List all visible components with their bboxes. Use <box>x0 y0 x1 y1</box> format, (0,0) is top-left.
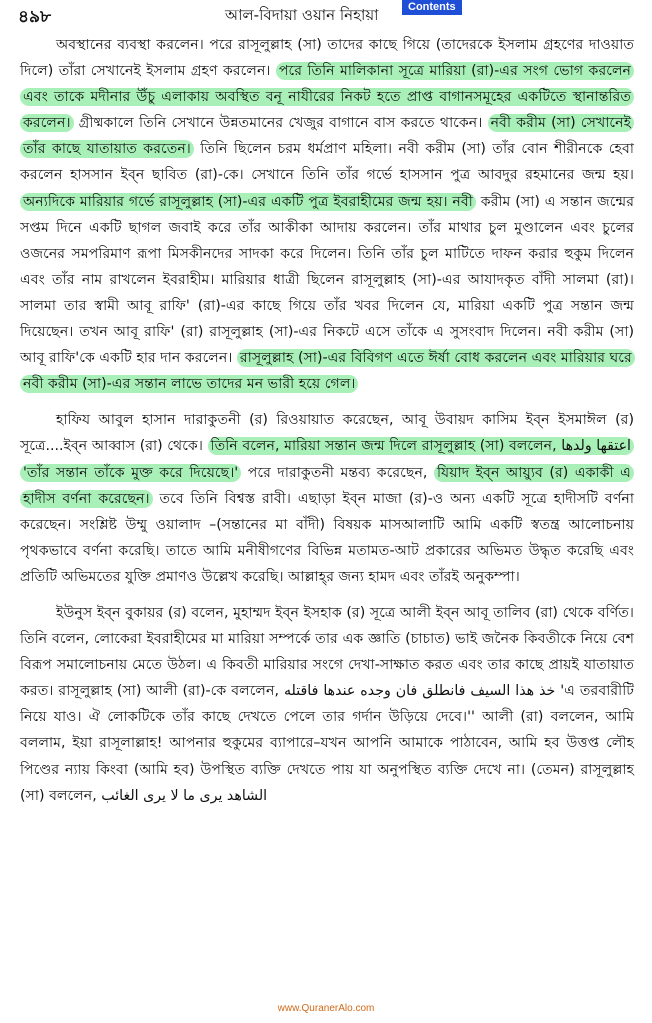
page-body <box>20 32 634 809</box>
text-segment: হাফিয আবুল হাসান দারাকুতনী (র) রিওয়ায়াত করেছেন, আবূ উবায়দ কাসিম ইব্‌ন ইসমাঈল (র) সূত্রে....ইব্‌ন আব্বাস (রা) থেকে। <box>20 412 634 455</box>
highlighted-text: অন্যদিকে মারিয়ার গর্ভে রাসূলুল্লাহ (সা)-এর একটি পুত্র ইবরাহীমের জন্ম হয়। নবী <box>20 193 476 211</box>
text-segment: গ্রীষ্মকালে তিনি সেখানে উন্নতমানের খেজুর বাগানে বাস করতে থাকেন। <box>73 115 488 132</box>
paragraph-1 <box>20 32 634 397</box>
highlighted-text: পরে তিনি মালিকানা সূত্রে মারিয়া (রা)-এর সংগ ভোগ করলেন এবং তাকে মদীনার উঁচু এলাকায় অবস্থিত বনূ নাযীরের নিকট হতে প্রাপ্ত বাগানসমূহের একটিতে স্থানান্তরিত করলেন। <box>20 62 634 132</box>
paragraph-3 <box>20 600 634 809</box>
highlighted-text: তিনি বলেন, মারিয়া সন্তান জন্ম দিলে রাসূলুল্লাহ (সা) বললেন, اعتقها ولدها 'তাঁর সন্তান তাঁকে মুক্ত করে দিয়েছে।' <box>20 437 634 481</box>
page-number: ৪৯৮ <box>18 7 52 27</box>
highlighted-text: রাসূলুল্লাহ (সা)-এর বিবিগণ এতে ঈর্ষা বোধ করলেন এবং মারিয়ার ঘরে নবী করীম (সা)-এর সন্তান লাভে তাদের মন ভারী হয়ে গেল। <box>20 349 635 393</box>
text-segment: তিনি ছিলেন চরম ধর্মপ্রাণ মহিলা। নবী করীম (সা) তাঁর বোন শীরীনকে হেবা করলেন হাসসান ইব্‌ন ছাবিত (রা)-কে। সেখানে তিনি তাঁর গর্ভে হাসসান পুত্র আবদুর রহমানের জন্ম হয়। <box>20 141 634 184</box>
text-segment: ইউনুস ইব্‌ন বুকায়র (র) বলেন, মুহাম্মদ ইব্‌ন ইসহাক (র) সূত্রে আলী ইব্‌ন আবূ তালিব (রা) থেকে বর্ণিত। তিনি বলেন, লোকেরা ইবরাহীমের মা মারিয়া সম্পর্কে তার এক জ্ঞাতি (চাচাত) ভাই জনৈক কিবতীকে নিয়ে বেশ বিরূপ সমালোচনায় মেতে উঠল। এ কিবতী মারিয়ার সংগে দেখা-সাক্ষাত করত এবং তার কাছে প্রায়ই যাতায়াত করত। রাসূলুল্লাহ (সা) আলী (রা)-কে বললেন, خذ هذا السيف فانطلق فان وجده عندها فاقتله 'এ তরবারীটি নিয়ে যাও। ঐ লোকটিকে তাঁর কাছে দেখতে পেলে তার গর্দান উড়িয়ে দেবে।'' আলী (রা) বললেন, আমি বললাম, ইয়া রাসূলাল্লাহ! আপনার হুকুমের ব্যাপারে–যখন আপনি আমাকে পাঠাবেন, আমি হব উত্তপ্ত লৌহ পিণ্ডের ন্যায় কিংবা (আমি হব) উপস্থিত ব্যক্তি দেখতে পায় যা অনুপস্থিত ব্যক্তি দেখে না। (তেমন) রাসূলুল্লাহ (সা) বললেন, الشاهد يرى ما لا يرى الغائب <box>20 604 635 804</box>
footer-website: www.QuranerAlo.com <box>277 1003 375 1014</box>
text-segment: তবে তিনি বিশ্বস্ত রাবী। এছাড়া ইব্‌ন মাজা (র)-ও অন্য একটি সূত্রে হাদীসটি বর্ণনা করেছেন। সংশ্লিষ্ট উম্মু ওয়ালাদ –(সন্তানের মা বাঁদী) বিষয়ক মাসআলাটি আমি একটি স্বতন্ত্র আলোচনায় পৃথকভাবে বর্ণনা করেছি। তাতে আমি মনীষীগণের বিভিন্ন মতামত-আট প্রকারের অভিমত উদ্ধৃত করেছি এবং প্রতিটি অভিমতের যুক্তি প্রমাণও উল্লেখ করেছি। আল্লাহ্‌র জন্য হামদ এবং তাঁরই অনুকম্পা। <box>20 490 634 585</box>
text-segment: করীম (সা) এ সন্তান জন্মের সপ্তম দিনে একটি ছাগল জবাই করে তাঁর আকীকা আদায় করলেন। তাঁর মাথার চুল মুণ্ডালেন এবং চুলের ওজনের সমপরিমাণ রূপা মিসকীনদের সাদকা করে দিলেন। তিনি তাঁর চুল মাটিতে দাফন করার হুকুম দিলেন এবং তাঁর নাম রাখলেন ইবরাহীম। মারিয়ার ধাত্রী ছিলেন রাসূলুল্লাহ (সা)-এর আযাদকৃত বাঁদী সালমা (রা)। সালমা তার স্বামী আবূ রাফি' (রা)-এর কাছে গিয়ে তাঁর খবর দিলেন যে, মারিয়া একটি পুত্র সন্তান জন্ম দিয়েছেন। তখন আবূ রাফি' (রা) রাসূলুল্লাহ (সা)-এর নিকটে এসে তাঁকে এ সুসংবাদ দিলেন। নবী করীম (সা) আবূ রাফি'কে একটি হার দান করলেন। <box>20 193 634 367</box>
page-header <box>0 0 652 30</box>
text-segment: পরে দারাকুতনী মন্তব্য করেছেন, <box>241 464 434 481</box>
contents-button[interactable]: Contents <box>402 0 462 15</box>
book-title: আল-বিদায়া ওয়ান নিহায়া <box>225 6 379 24</box>
highlighted-text: যিয়াদ ইব্‌ন আয়্যুব (র) একাকী এ হাদীস বর্ণনা করেছেন। <box>20 464 634 508</box>
text-segment: অবস্থানের ব্যবস্থা করলেন। পরে রাসূলুল্লাহ (সা) তাদের কাছে গিয়ে (তাদেরকে ইসলাম গ্রহণের দাওয়াত দিলে) তাঁরা সেখানেই ইসলাম গ্রহণ করলেন। <box>20 37 634 80</box>
paragraph-2 <box>20 407 634 590</box>
highlighted-text: নবী করীম (সা) সেখানেই তাঁর কাছে যাতায়াত করতেন। <box>20 114 634 158</box>
